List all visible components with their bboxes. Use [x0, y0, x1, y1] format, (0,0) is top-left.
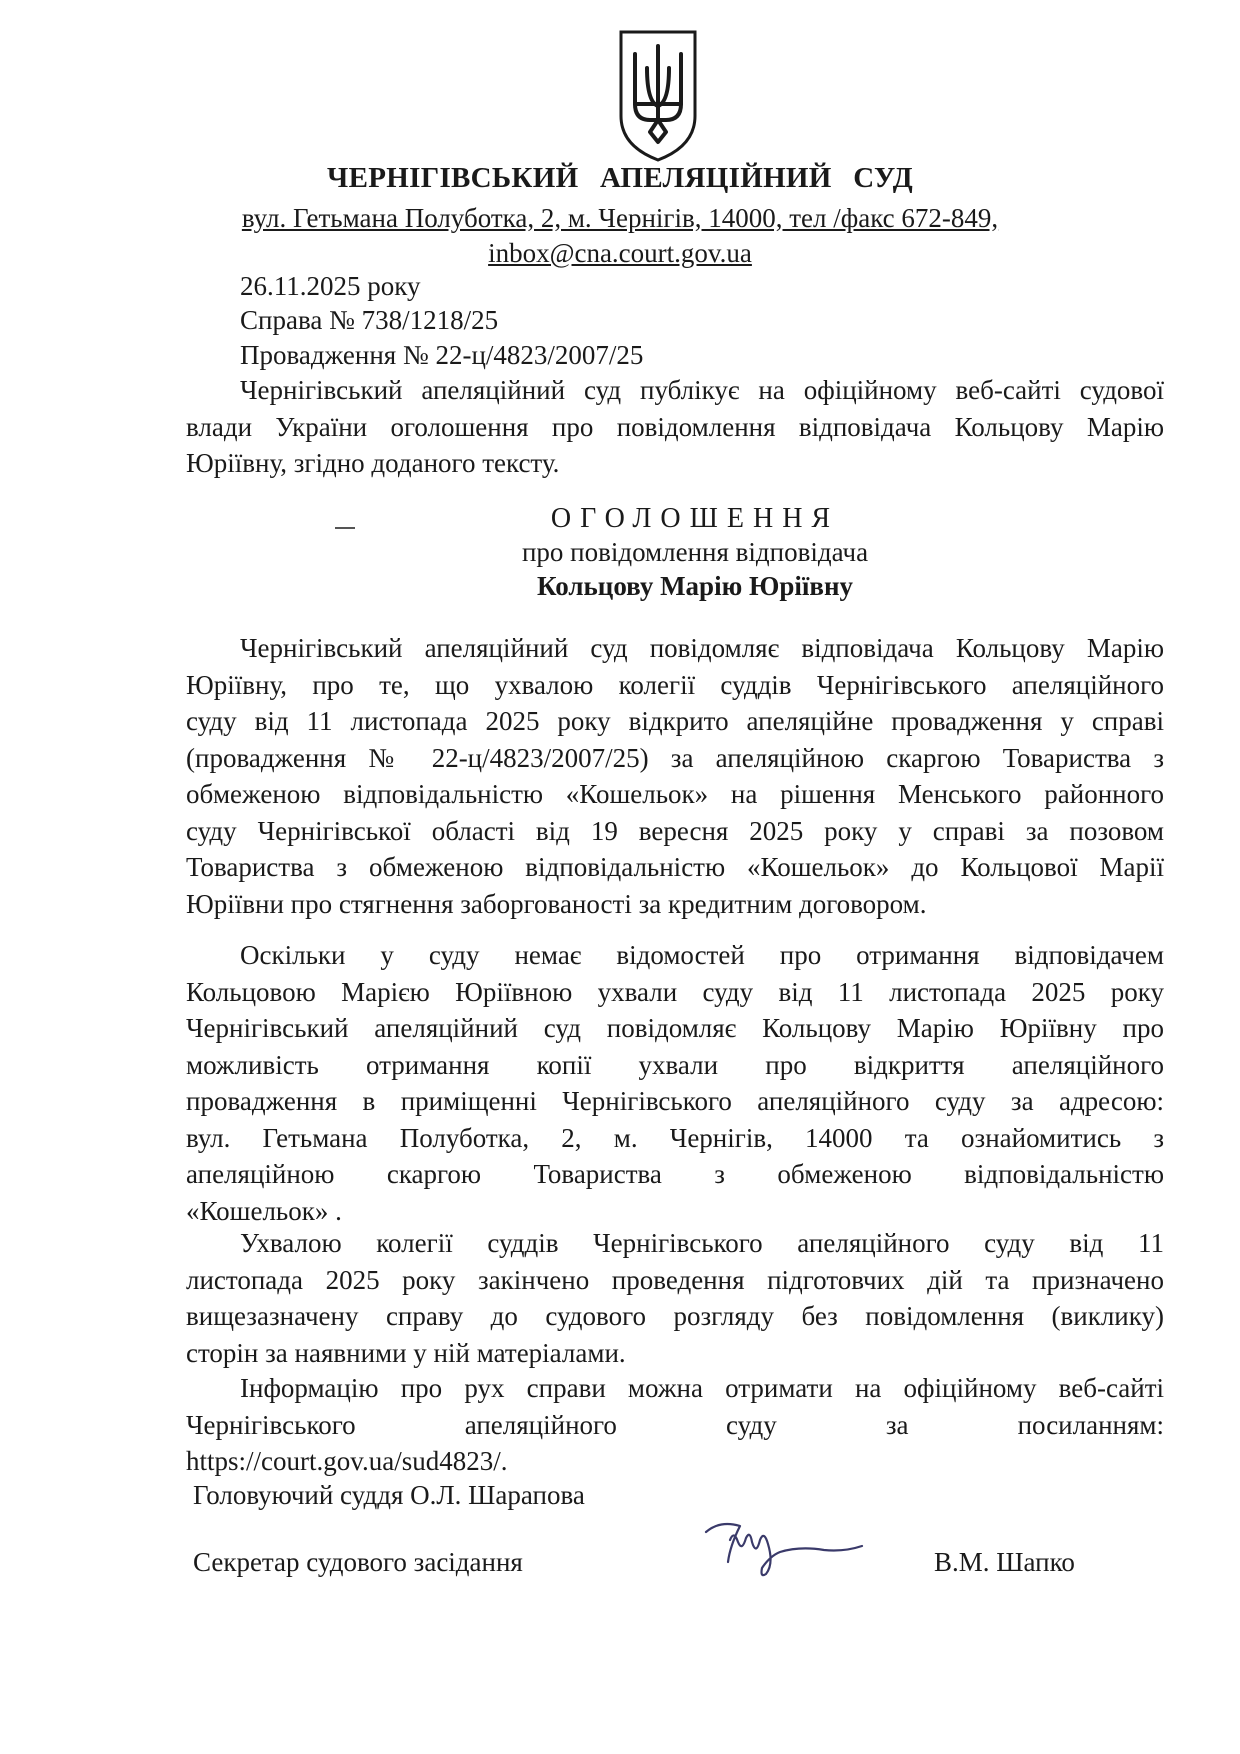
- court-website-link[interactable]: https://court.gov.ua/sud4823/.: [186, 1446, 508, 1476]
- p2-line: Кольцовою Марією Юріївною ухвали суду від 11 листопада 2025 року: [186, 976, 1164, 1007]
- body-paragraph-2: [186, 937, 1164, 1229]
- p1-line: (провадження № 22-ц/4823/2007/25) за апеляційною скаргою Товариства з: [186, 742, 1164, 773]
- court-name: ЧЕРНІГІВСЬКИЙ АПЕЛЯЦІЙНИЙ СУД: [327, 162, 913, 194]
- p1-line: Юріївни про стягнення заборгованості за кредитним договором.: [186, 888, 927, 919]
- p1-line: обмеженою відповідальністю «Кошельок» на рішення Менського районного: [186, 779, 1164, 809]
- court-email: inbox@cna.court.gov.ua: [488, 238, 752, 268]
- case-number: Справа № 738/1218/25: [240, 305, 499, 335]
- proceeding-number: Провадження № 22-ц/4823/2007/25: [240, 340, 644, 370]
- tryzub-coat-of-arms-icon: [617, 28, 699, 164]
- intro-line: Юріївну, згідно доданого тексту.: [186, 448, 560, 478]
- p1-line: Товариства з обмеженою відповідальністю «Кошельок» до Кольцової Марії: [186, 852, 1164, 882]
- p2-line: «Кошельок» .: [186, 1195, 342, 1226]
- handwritten-signature: [700, 1516, 870, 1578]
- p1-line: суду Чернігівської області від 19 вересня 2025 року у справі за позовом: [186, 815, 1164, 846]
- p2-line: апеляційною скаргою Товариства з обмеженою відповідальністю: [186, 1159, 1164, 1189]
- p3-line: сторін за наявними у ній матеріалами.: [186, 1337, 626, 1368]
- p2-line: провадження в приміщенні Чернігівського апеляційного суду за адресою:: [186, 1086, 1164, 1116]
- body-paragraph-3: [186, 1225, 1164, 1371]
- document-date: 26.11.2025 року: [240, 271, 421, 301]
- intro-line: Чернігівський апеляційний суд публікує на офіційному веб-сайті судової: [240, 375, 1164, 405]
- p4-line: Чернігівського апеляційного суду за посиланням:: [186, 1409, 1164, 1440]
- p3-line: Ухвалою колегії суддів Чернігівського апеляційного суду від 11: [240, 1228, 1164, 1258]
- p2-line: Чернігівський апеляційний суд повідомляє Кольцову Марію Юріївну про: [186, 1013, 1164, 1043]
- p1-line: Чернігівський апеляційний суд повідомляє відповідача Кольцову Марію: [240, 633, 1164, 663]
- court-address: вул. Гетьмана Полуботка, 2, м. Чернігів, 14000, тел /факс 672-849,: [241, 203, 999, 233]
- notice-respondent-name: Кольцову Марію Юріївну: [536, 571, 854, 601]
- notice-title: ОГОЛОШЕННЯ: [550, 503, 840, 534]
- presiding-judge: Головуючий суддя О.Л. Шарапова: [193, 1480, 585, 1510]
- intro-line: влади України оголошення про повідомлення відповідача Кольцову Марію: [186, 411, 1164, 442]
- notice-subtitle: про повідомлення відповідача: [521, 537, 869, 567]
- p4-line: Інформацію про рух справи можна отримати на офіційному веб-сайті: [240, 1373, 1164, 1403]
- body-paragraph-1: [186, 630, 1164, 922]
- body-paragraph-4: [186, 1370, 1164, 1480]
- p1-line: суду від 11 листопада 2025 року відкрито апеляційне провадження у справі: [186, 706, 1164, 736]
- intro-paragraph: [186, 372, 1164, 482]
- p1-line: Юріївну, про те, що ухвалою колегії суддів Чернігівського апеляційного: [186, 669, 1164, 700]
- p2-line: Оскільки у суду немає відомостей про отримання відповідачем: [240, 940, 1164, 970]
- p3-line: листопада 2025 року закінчено проведення підготовчих дій та призначено: [186, 1264, 1164, 1295]
- secretary-name: В.М. Шапко: [934, 1547, 1075, 1577]
- p3-line: вищезазначену справу до судового розгляду без повідомлення (виклику): [186, 1301, 1164, 1331]
- p2-line: можливість отримання копії ухвали про відкриття апеляційного: [186, 1049, 1164, 1080]
- p2-line: вул. Гетьмана Полуботка, 2, м. Чернігів, 14000 та ознайомитись з: [186, 1122, 1164, 1153]
- secretary-label: Секретар судового засідання: [193, 1547, 523, 1577]
